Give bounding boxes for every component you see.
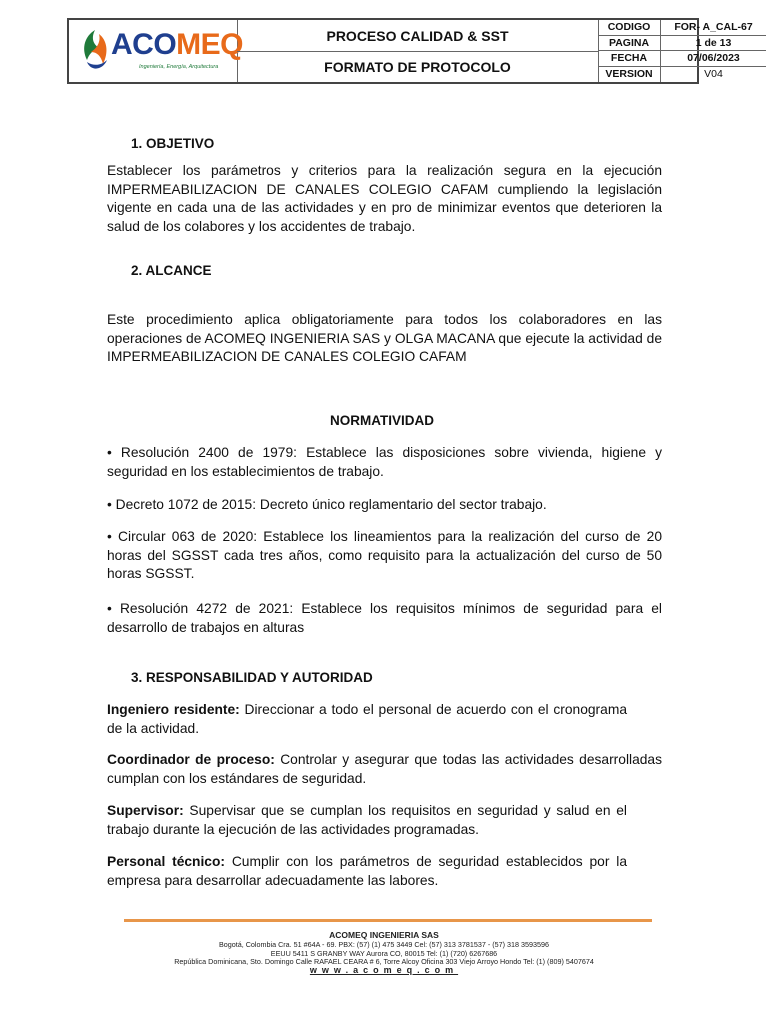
logo-cell [69, 20, 244, 82]
norm-item: • Resolución 2400 de 1979: Establece las disposiciones sobre vivienda, higiene y seguridad en los establecimientos de trabajo. [107, 445, 662, 479]
footer-address-usa: EEUU 5411 S GRANBY WAY Aurora CO, 80015 Tel: (1) (720) 6267686 [270, 949, 498, 958]
meta-row-codigo: CODIGO FOR- A_CAL-67 [598, 20, 768, 36]
role-ingeniero-residente: Ingeniero residente: Direccionar a todo el personal de acuerdo con el cronograma de la actividad. [107, 702, 627, 736]
document-meta-table [598, 20, 753, 82]
footer-address-dominicana: República Dominicana, Sto. Domingo Calle RAFAEL CEARA # 6, Torre Alcoy Oficina 303 Viejo Arroyo Hondo Tel: (1) (809) 5407674 [174, 957, 594, 966]
alcance-paragraph: Este procedimiento aplica obligatoriamente para todos los colaboradores en las operaciones de ACOMEQ INGENIERIA SAS y OLGA MACANA que ejecute la actividad de IMPERMEABILIZACION DE CANALES COLEGIO CAFAM [107, 312, 662, 364]
process-title: PROCESO CALIDAD & SST [237, 20, 598, 52]
norm-item: • Resolución 4272 de 2021: Establece los requisitos mínimos de seguridad para el desarrollo de trabajos en alturas [107, 601, 662, 635]
objetivo-paragraph: Establecer los parámetros y criterios para la realización segura en la ejecución IMPERMEABILIZACION DE CANALES COLEGIO CAFAM cumpliendo la legislación vigente en cada una de las actividades y en pro de minimizar eventos que deterioren la salud de los colabores y los accidentes de trabajo. [107, 163, 662, 234]
footer-company: ACOMEQ INGENIERIA SAS [329, 930, 439, 940]
role-supervisor: Supervisor: Supervisar que se cumplan los requisitos en seguridad y salud en el trabajo durante la ejecución de las actividades programadas. [107, 803, 627, 837]
norm-item: • Decreto 1072 de 2015: Decreto único reglamentario del sector trabajo. [107, 497, 547, 512]
norm-item: • Circular 063 de 2020: Establece los lineamientos para la realización del curso de 20 horas del SGSST cada tres años, como requisito para la actualización del curso de 50 horas SGSST. [107, 529, 662, 581]
meta-row-pagina: PAGINA 1 de 13 [598, 36, 768, 52]
section-heading-normatividad: NORMATIVIDAD [330, 413, 434, 428]
role-personal-tecnico: Personal técnico: Cumplir con los parámetros de seguridad establecidos por la empresa para desarrollar adecuadamente las labores. [107, 854, 627, 888]
section-heading-objetivo: 1. OBJETIVO [131, 136, 215, 151]
header-title-cell [237, 20, 599, 82]
logo-tagline: Ingeniería, Energía, Arquitectura [139, 64, 219, 70]
footer-address-colombia: Bogotá, Colombia Cra. 51 #64A - 69. PBX: (57) (1) 475 3449 Cel: (57) 313 3781537 - (57) 318 3593596 [218, 940, 550, 949]
company-logo-wordmark: ACOMEQ [111, 28, 244, 61]
company-logo-icon [77, 26, 113, 74]
section-heading-responsabilidad: 3. RESPONSABILIDAD Y AUTORIDAD [131, 670, 373, 685]
footer-website-link[interactable]: www.acomeq.com [309, 965, 459, 975]
role-coordinador: Coordinador de proceso: Controlar y asegurar que todas las actividades desarrolladas cumplan con los estándares de seguridad. [107, 752, 662, 786]
meta-row-version: VERSION V04 [598, 67, 768, 83]
footer-divider [124, 919, 652, 922]
meta-row-fecha: FECHA 07/06/2023 [598, 51, 768, 67]
section-heading-alcance: 2. ALCANCE [131, 263, 212, 278]
document-header [67, 18, 753, 84]
format-title: FORMATO DE PROTOCOLO [324, 59, 511, 75]
